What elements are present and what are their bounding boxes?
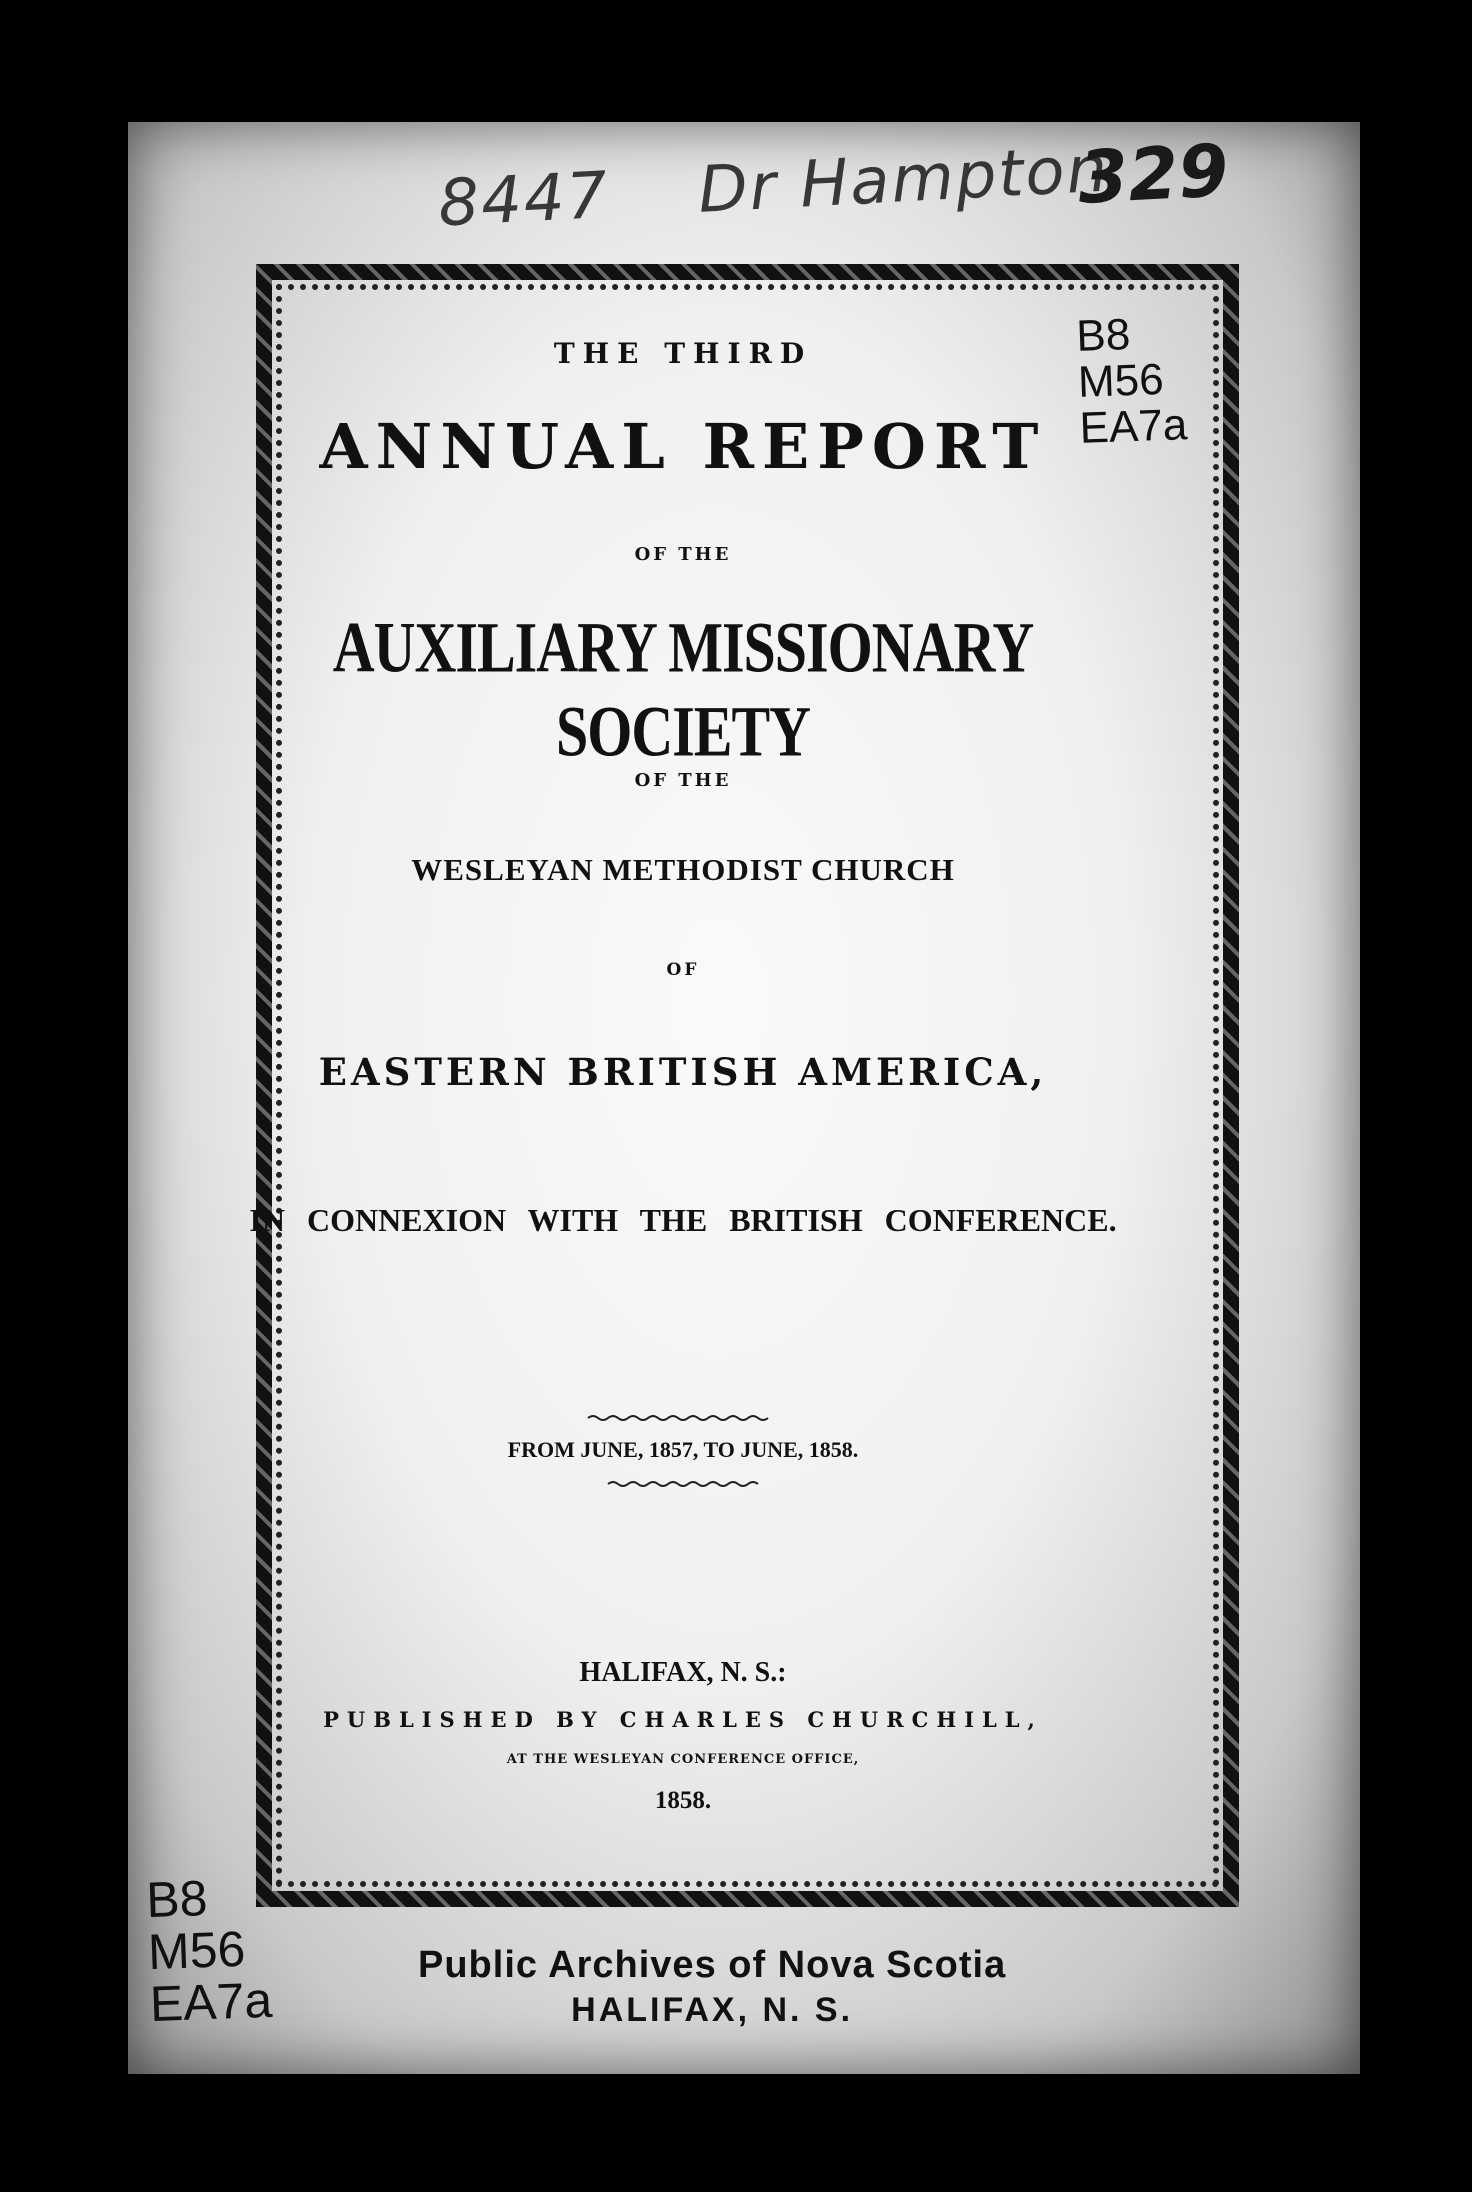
- handwritten-number: 8447: [436, 158, 612, 242]
- shelf-mark-line: M56: [1077, 354, 1165, 407]
- date-range: FROM JUNE, 1857, TO JUNE, 1858.: [507, 1437, 859, 1462]
- stamp-line: HALIFAX, N. S.: [571, 1991, 854, 2029]
- title-page-content: [228, 152, 1138, 1814]
- title-line: THE THIRD: [553, 337, 813, 370]
- stamp-line: Public Archives of Nova Scotia: [418, 1944, 1007, 1986]
- handwritten-number-right: 329: [1075, 128, 1231, 220]
- church-name: WESLEYAN METHODIST CHURCH: [411, 852, 955, 887]
- imprint-place: HALIFAX, N. S.:: [579, 1657, 787, 1688]
- imprint-publisher: PUBLISHED BY CHARLES CHURCHILL,: [323, 1707, 1043, 1732]
- title-line: OF THE: [634, 544, 732, 565]
- title-line: OF THE: [634, 770, 732, 791]
- title-main: ANNUAL REPORT: [319, 410, 1047, 483]
- shelf-mark-line: B8: [145, 1870, 209, 1929]
- handwritten-signature: Dr Hampton: [696, 132, 1111, 228]
- shelf-mark-line: EA7a: [1078, 400, 1189, 453]
- wavy-rule-bottom: [228, 1480, 1138, 1488]
- connexion-line: IN CONNEXION WITH THE BRITISH CONFERENCE.: [249, 1202, 1117, 1238]
- imprint-office: AT THE WESLEYAN CONFERENCE OFFICE,: [506, 1752, 860, 1767]
- shelf-mark-bottom: [145, 1870, 274, 2033]
- shelf-mark-line: M56: [147, 1920, 247, 1981]
- title-line: OF: [666, 960, 700, 980]
- archive-stamp: [418, 1944, 1006, 2030]
- region-name: EASTERN BRITISH AMERICA,: [318, 1050, 1048, 1094]
- shelf-mark-line: EA7a: [148, 1971, 274, 2033]
- shelf-mark-line: B8: [1075, 310, 1132, 361]
- document-page: [128, 122, 1360, 2074]
- wavy-rule-top: [228, 1414, 1138, 1422]
- imprint-year: 1858.: [654, 1787, 712, 1814]
- society-name: AUXILIARY MISSIONARY SOCIETY: [332, 606, 1034, 772]
